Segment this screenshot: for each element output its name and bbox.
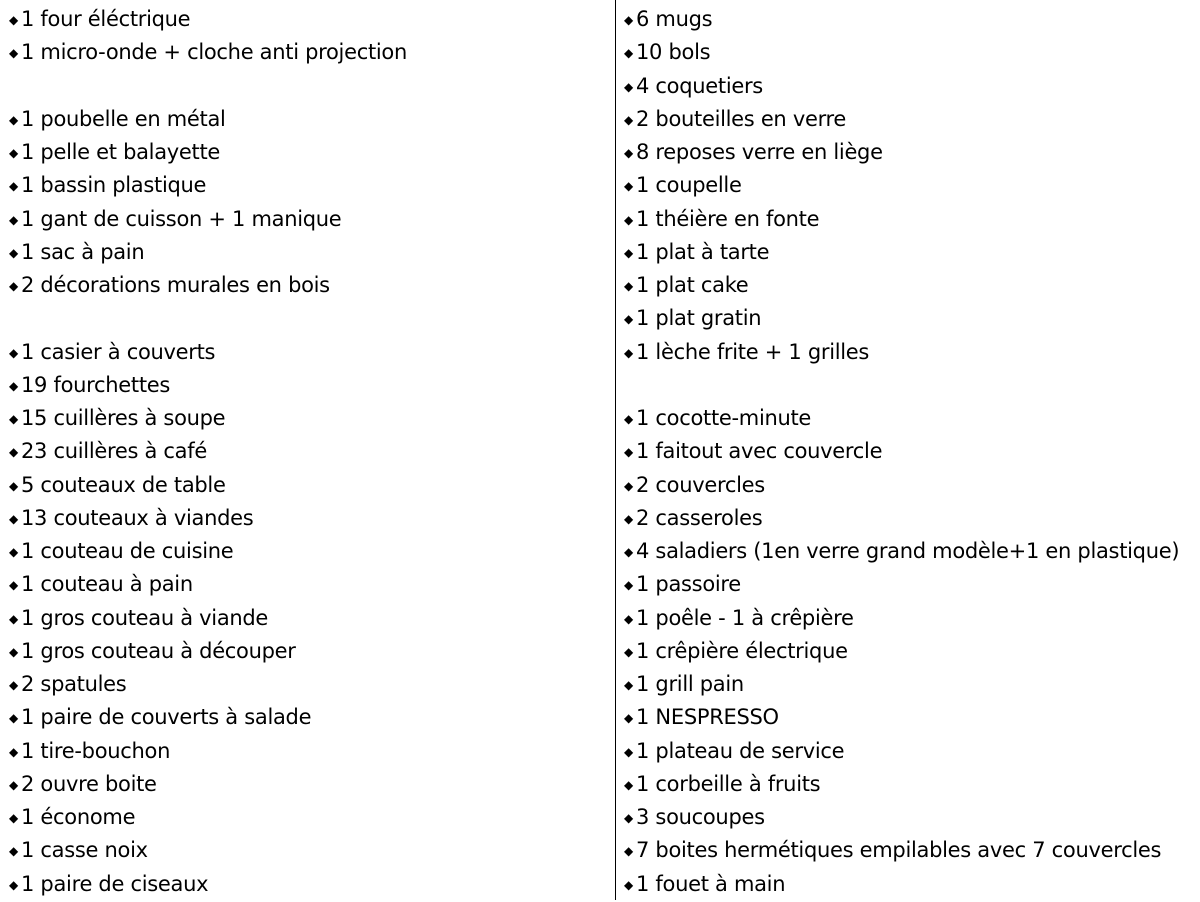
diamond-bullet-icon: ◆	[9, 146, 18, 160]
list-item	[9, 502, 609, 535]
list-item-text: 1 théière en fonte	[636, 206, 820, 231]
list-item-text: 8 reposes verre en liège	[636, 140, 883, 164]
list-item	[624, 502, 1200, 535]
list-item	[624, 868, 1200, 901]
diamond-bullet-icon: ◆	[624, 777, 633, 792]
list-item	[624, 103, 1200, 136]
diamond-bullet-icon: ◆	[9, 744, 18, 759]
list-item	[9, 735, 609, 768]
diamond-bullet-icon: ◆	[624, 644, 633, 659]
list-item	[624, 435, 1200, 468]
list-item-text: 1 plat gratin	[636, 306, 762, 331]
diamond-bullet-icon: ◆	[9, 777, 18, 792]
list-item-text: 1 poêle - 1 à crêpière	[636, 605, 854, 630]
diamond-bullet-icon: ◆	[9, 345, 18, 360]
diamond-bullet-icon: ◆	[9, 378, 18, 393]
list-item	[9, 834, 609, 867]
list-item	[9, 568, 609, 601]
diamond-bullet-icon: ◆	[624, 545, 633, 559]
diamond-bullet-icon: ◆	[624, 146, 633, 160]
list-item	[624, 302, 1200, 335]
diamond-bullet-icon: ◆	[9, 877, 18, 892]
list-item-text: 1 tire-bouchon	[21, 738, 171, 763]
diamond-bullet-icon: ◆	[624, 445, 633, 460]
list-item	[9, 369, 609, 402]
diamond-bullet-icon: ◆	[624, 345, 633, 360]
diamond-bullet-icon: ◆	[624, 13, 633, 27]
list-item	[624, 236, 1200, 269]
list-item	[9, 535, 609, 568]
list-item	[624, 768, 1200, 801]
diamond-bullet-icon: ◆	[624, 877, 633, 892]
diamond-bullet-icon: ◆	[624, 412, 633, 426]
list-item-text: 1 économe	[21, 805, 136, 829]
list-item-text: 2 casseroles	[636, 505, 763, 530]
diamond-bullet-icon: ◆	[9, 711, 18, 726]
diamond-bullet-icon: ◆	[9, 112, 18, 127]
list-item	[624, 469, 1200, 502]
diamond-bullet-icon: ◆	[9, 511, 18, 526]
list-item	[624, 701, 1200, 734]
list-item-text: 1 gros couteau à découper	[21, 638, 296, 663]
diamond-bullet-icon: ◆	[624, 112, 633, 127]
list-item	[624, 801, 1200, 834]
list-item	[9, 402, 609, 435]
column-divider	[615, 0, 616, 900]
list-item-text: 19 fourchettes	[21, 372, 171, 397]
list-item	[624, 203, 1200, 236]
list-item-text: 1 fouet à main	[636, 871, 786, 896]
list-item	[9, 868, 609, 901]
list-item-text: 1 casse noix	[21, 838, 148, 863]
diamond-bullet-icon: ◆	[9, 179, 18, 194]
diamond-bullet-icon: ◆	[624, 611, 633, 626]
diamond-bullet-icon: ◆	[9, 13, 18, 27]
right-inventory-list	[624, 3, 1200, 901]
list-item-text: 5 couteaux de table	[21, 472, 226, 497]
list-item-text: 1 gant de cuisson + 1 manique	[21, 206, 342, 231]
list-item	[624, 735, 1200, 768]
diamond-bullet-icon: ◆	[9, 46, 18, 61]
diamond-bullet-icon: ◆	[624, 312, 633, 327]
diamond-bullet-icon: ◆	[9, 445, 18, 460]
list-item-text: 7 boites hermétiques empilables avec 7 couvercles	[636, 838, 1162, 863]
diamond-bullet-icon: ◆	[9, 245, 18, 260]
list-item	[9, 701, 609, 734]
list-item-text: 1 sac à pain	[21, 239, 145, 264]
list-item-text: 1 crêpière électrique	[636, 638, 848, 663]
list-item-text: 23 cuillères à café	[21, 439, 207, 464]
diamond-bullet-icon: ◆	[624, 578, 633, 593]
list-item-text: 1 plateau de service	[636, 738, 845, 763]
list-item	[9, 336, 609, 369]
list-item-text: 1 plat cake	[636, 273, 749, 297]
list-item-text: 2 bouteilles en verre	[636, 106, 847, 131]
list-item	[624, 568, 1200, 601]
list-item-text: 1 lèche frite + 1 grilles	[636, 339, 870, 364]
list-item	[9, 236, 609, 269]
list-item-text: 4 coquetiers	[636, 73, 763, 98]
diamond-bullet-icon: ◆	[624, 179, 633, 194]
list-item	[9, 203, 609, 236]
list-item-text: 1 couteau de cuisine	[21, 539, 234, 563]
list-item	[9, 269, 609, 302]
diamond-bullet-icon: ◆	[624, 478, 633, 493]
list-item	[9, 3, 609, 36]
list-item	[9, 435, 609, 468]
list-item-text: 1 bassin plastique	[21, 173, 207, 198]
list-item	[624, 136, 1200, 169]
list-item-text: 1 micro-onde + cloche anti projection	[21, 40, 407, 65]
list-item	[9, 469, 609, 502]
diamond-bullet-icon: ◆	[9, 644, 18, 659]
list-item-text: 1 gros couteau à viande	[21, 605, 269, 630]
list-item-text: 1 cocotte-minute	[636, 406, 812, 430]
list-item-text: 1 corbeille à fruits	[636, 771, 821, 796]
diamond-bullet-icon: ◆	[9, 478, 18, 493]
diamond-bullet-icon: ◆	[624, 844, 633, 859]
list-item-text: 1 coupelle	[636, 173, 742, 198]
list-item	[624, 70, 1200, 103]
diamond-bullet-icon: ◆	[624, 678, 633, 692]
list-item-text: 2 ouvre boite	[21, 771, 157, 796]
list-item-text: 1 pelle et balayette	[21, 140, 221, 164]
list-item	[9, 36, 609, 69]
diamond-bullet-icon: ◆	[624, 811, 633, 825]
diamond-bullet-icon: ◆	[9, 412, 18, 426]
list-item-text: 4 saladiers (1en verre grand modèle+1 en plastique)	[636, 539, 1180, 563]
list-item	[624, 269, 1200, 302]
diamond-bullet-icon: ◆	[9, 578, 18, 593]
list-item	[9, 103, 609, 136]
list-item	[9, 635, 609, 668]
list-item	[9, 668, 609, 701]
diamond-bullet-icon: ◆	[624, 511, 633, 526]
list-item	[9, 602, 609, 635]
diamond-bullet-icon: ◆	[9, 811, 18, 825]
list-item-text: 1 plat à tarte	[636, 239, 770, 264]
blank-line	[624, 369, 1200, 402]
list-item	[624, 169, 1200, 202]
diamond-bullet-icon: ◆	[9, 678, 18, 692]
diamond-bullet-icon: ◆	[624, 79, 633, 94]
list-item	[624, 668, 1200, 701]
list-item	[624, 535, 1200, 568]
diamond-bullet-icon: ◆	[624, 212, 633, 227]
list-item	[624, 834, 1200, 867]
list-item-text: 1 paire de ciseaux	[21, 871, 209, 896]
list-item	[624, 402, 1200, 435]
left-inventory-list	[9, 3, 609, 901]
list-item-text: 10 bols	[636, 40, 711, 65]
list-item-text: 1 poubelle en métal	[21, 106, 226, 131]
diamond-bullet-icon: ◆	[9, 212, 18, 227]
list-item-text: 2 décorations murales en bois	[21, 273, 330, 297]
list-item	[624, 336, 1200, 369]
diamond-bullet-icon: ◆	[624, 46, 633, 61]
list-item-text: 1 couteau à pain	[21, 572, 193, 597]
list-item	[624, 635, 1200, 668]
list-item-text: 2 spatules	[21, 672, 127, 696]
list-item-text: 15 cuillères à soupe	[21, 406, 226, 430]
blank-line	[9, 302, 609, 335]
list-item-text: 1 faitout avec couvercle	[636, 439, 883, 464]
diamond-bullet-icon: ◆	[9, 279, 18, 293]
list-item	[624, 602, 1200, 635]
list-item-text: 1 NESPRESSO	[636, 705, 779, 730]
diamond-bullet-icon: ◆	[624, 279, 633, 293]
list-item	[624, 3, 1200, 36]
list-item-text: 6 mugs	[636, 7, 713, 31]
list-item-text: 3 soucoupes	[636, 805, 765, 829]
list-item	[9, 169, 609, 202]
list-item-text: 13 couteaux à viandes	[21, 505, 254, 530]
list-item-text: 1 paire de couverts à salade	[21, 705, 312, 730]
blank-line	[9, 70, 609, 103]
list-item	[9, 136, 609, 169]
diamond-bullet-icon: ◆	[624, 744, 633, 759]
diamond-bullet-icon: ◆	[9, 545, 18, 559]
diamond-bullet-icon: ◆	[9, 844, 18, 859]
list-item	[9, 768, 609, 801]
list-item-text: 1 casier à couverts	[21, 339, 216, 364]
list-item	[9, 801, 609, 834]
diamond-bullet-icon: ◆	[9, 611, 18, 626]
diamond-bullet-icon: ◆	[624, 245, 633, 260]
list-item-text: 2 couvercles	[636, 472, 765, 497]
list-item-text: 1 grill pain	[636, 672, 744, 696]
list-item	[624, 36, 1200, 69]
list-item-text: 1 passoire	[636, 572, 741, 597]
list-item-text: 1 four éléctrique	[21, 7, 191, 31]
diamond-bullet-icon: ◆	[624, 711, 633, 726]
